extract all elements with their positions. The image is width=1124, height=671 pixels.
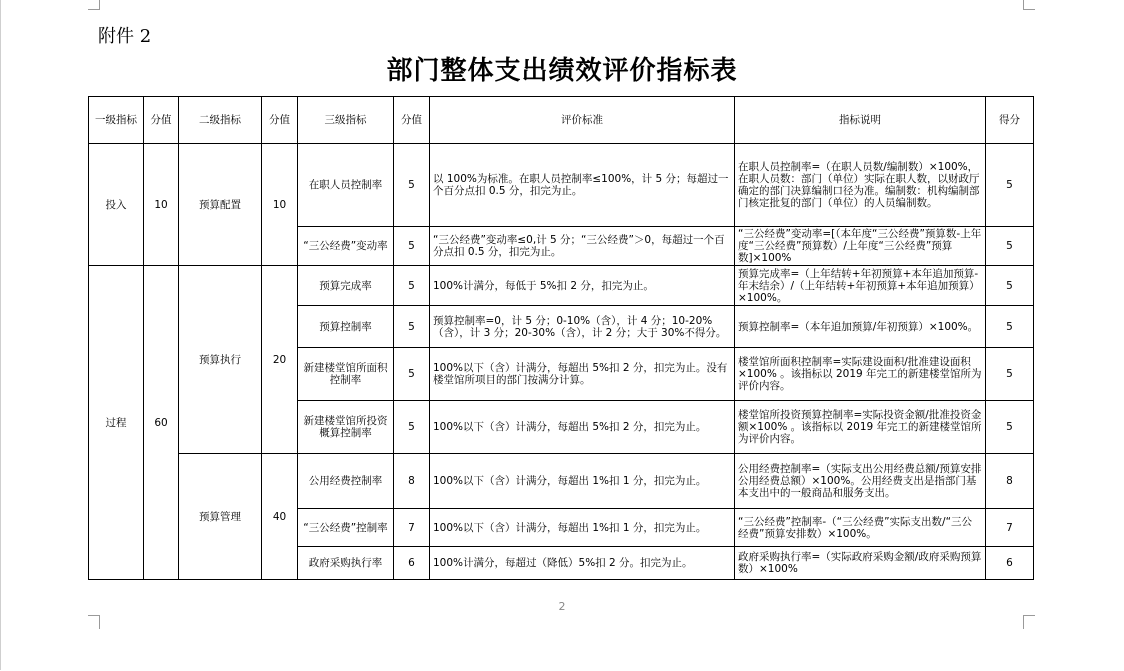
criteria-cell: 100%以下（含）计满分，每超出 1%扣 1 分，扣完为止。 bbox=[430, 454, 735, 509]
header-description: 指标说明 bbox=[735, 97, 986, 144]
level1-score-cell: 10 bbox=[144, 144, 179, 266]
level3-score-cell: 5 bbox=[394, 144, 430, 227]
level3-cell: 公用经费控制率 bbox=[298, 454, 394, 509]
description-cell: 政府采购执行率=（实际政府采购金额/政府采购预算数）×100% bbox=[735, 547, 986, 580]
level3-score-cell: 5 bbox=[394, 266, 430, 306]
level3-cell: 预算完成率 bbox=[298, 266, 394, 306]
level1-score-cell: 60 bbox=[144, 266, 179, 580]
document-title: 部门整体支出绩效评价指标表 bbox=[386, 56, 738, 86]
level3-score-cell: 5 bbox=[394, 348, 430, 401]
points-cell: 5 bbox=[986, 401, 1034, 454]
level3-cell: “三公经费”控制率 bbox=[298, 509, 394, 547]
crop-mark-top-right-h bbox=[1024, 9, 1035, 10]
level3-cell: 政府采购执行率 bbox=[298, 547, 394, 580]
points-cell: 5 bbox=[986, 266, 1034, 306]
points-cell: 5 bbox=[986, 306, 1034, 348]
table-row bbox=[89, 144, 1034, 227]
table-row bbox=[89, 454, 1034, 509]
level3-cell: “三公经费”变动率 bbox=[298, 227, 394, 266]
header-criteria: 评价标准 bbox=[430, 97, 735, 144]
level1-cell: 过程 bbox=[89, 266, 144, 580]
points-cell: 6 bbox=[986, 547, 1034, 580]
description-cell: “三公经费”控制率-（“三公经费”实际支出数/“三公经费”预算安排数）×100%。 bbox=[735, 509, 986, 547]
level2-score-cell: 20 bbox=[262, 266, 298, 454]
criteria-cell: “三公经费”变动率≤0,计 5 分；“三公经费”＞0，每超过一个百分点扣 0.5 分，扣完为止。 bbox=[430, 227, 735, 266]
level3-cell: 预算控制率 bbox=[298, 306, 394, 348]
level3-cell: 在职人员控制率 bbox=[298, 144, 394, 227]
points-cell: 8 bbox=[986, 454, 1034, 509]
crop-mark-top-left-v bbox=[99, 0, 100, 10]
level2-cell: 预算执行 bbox=[179, 266, 262, 454]
criteria-cell: 100%以下（含）计满分，每超出 5%扣 2 分，扣完为止。没有楼堂馆所项目的部门按满分计算。 bbox=[430, 348, 735, 401]
indicator-table bbox=[88, 96, 1034, 580]
level3-score-cell: 5 bbox=[394, 227, 430, 266]
description-cell: 预算控制率=（本年追加预算/年初预算）×100%。 bbox=[735, 306, 986, 348]
level2-score-cell: 40 bbox=[262, 454, 298, 580]
header-level1: 一级指标 bbox=[89, 97, 144, 144]
description-cell: “三公经费”变动率=[（本年度“三公经费”预算数-上年度“三公经费”预算数）/上年度“三公经费”预算数]×100% bbox=[735, 227, 986, 266]
criteria-cell: 100%以下（含）计满分，每超出 1%扣 1 分，扣完为止。 bbox=[430, 509, 735, 547]
level1-cell: 投入 bbox=[89, 144, 144, 266]
level3-score-cell: 5 bbox=[394, 306, 430, 348]
header-points: 得分 bbox=[986, 97, 1034, 144]
criteria-cell: 100%以下（含）计满分，每超出 5%扣 2 分，扣完为止。 bbox=[430, 401, 735, 454]
points-cell: 5 bbox=[986, 227, 1034, 266]
level3-score-cell: 7 bbox=[394, 509, 430, 547]
criteria-cell: 以 100%为标准。在职人员控制率≤100%，计 5 分；每超过一个百分点扣 0.5 分，扣完为止。 bbox=[430, 144, 735, 227]
points-cell: 5 bbox=[986, 348, 1034, 401]
attachment-label: 附件 2 bbox=[98, 26, 152, 47]
description-cell: 楼堂馆所投资预算控制率=实际投资金额/批准投资金额×100% 。该指标以 2019 年完工的新建楼堂馆所为评价内容。 bbox=[735, 401, 986, 454]
header-row bbox=[89, 97, 1034, 144]
header-level2: 二级指标 bbox=[179, 97, 262, 144]
level2-cell: 预算管理 bbox=[179, 454, 262, 580]
level3-score-cell: 6 bbox=[394, 547, 430, 580]
crop-mark-bottom-right-v bbox=[1023, 615, 1024, 629]
crop-mark-bottom-right-h bbox=[1024, 615, 1035, 616]
crop-mark-top-left-h bbox=[88, 9, 99, 10]
criteria-cell: 100%计满分，每超过（降低）5%扣 2 分。扣完为止。 bbox=[430, 547, 735, 580]
description-cell: 公用经费控制率=（实际支出公用经费总额/预算安排公用经费总额）×100%。公用经费支出是指部门基本支出中的一般商品和服务支出。 bbox=[735, 454, 986, 509]
level3-score-cell: 8 bbox=[394, 454, 430, 509]
criteria-cell: 预算控制率=0，计 5 分；0-10%（含），计 4 分；10-20%（含），计 3 分；20-30%（含），计 2 分；大于 30%不得分。 bbox=[430, 306, 735, 348]
page-number: 2 bbox=[558, 600, 566, 613]
level3-cell: 新建楼堂馆所投资概算控制率 bbox=[298, 401, 394, 454]
description-cell: 在职人员控制率=（在职人员数/编制数）×100%，在职人员数：部门（单位）实际在职人数，以财政厅确定的部门决算编制口径为准。编制数：机构编制部门核定批复的部门（单位）的人员编制数。 bbox=[735, 144, 986, 227]
level2-cell: 预算配置 bbox=[179, 144, 262, 266]
table-row bbox=[89, 266, 1034, 306]
description-cell: 楼堂馆所面积控制率=实际建设面积/批准建设面积×100% 。该指标以 2019 年完工的新建楼堂馆所为评价内容。 bbox=[735, 348, 986, 401]
description-cell: 预算完成率=（上年结转+年初预算+本年追加预算-年末结余）/（上年结转+年初预算+本年追加预算）×100%。 bbox=[735, 266, 986, 306]
crop-mark-bottom-left-v bbox=[99, 615, 100, 629]
level2-score-cell: 10 bbox=[262, 144, 298, 266]
level3-cell: 新建楼堂馆所面积控制率 bbox=[298, 348, 394, 401]
points-cell: 5 bbox=[986, 144, 1034, 227]
criteria-cell: 100%计满分，每低于 5%扣 2 分，扣完为止。 bbox=[430, 266, 735, 306]
crop-mark-bottom-left-h bbox=[88, 615, 99, 616]
header-score1: 分值 bbox=[144, 97, 179, 144]
points-cell: 7 bbox=[986, 509, 1034, 547]
header-level3: 三级指标 bbox=[298, 97, 394, 144]
level3-score-cell: 5 bbox=[394, 401, 430, 454]
header-score3: 分值 bbox=[394, 97, 430, 144]
header-score2: 分值 bbox=[262, 97, 298, 144]
